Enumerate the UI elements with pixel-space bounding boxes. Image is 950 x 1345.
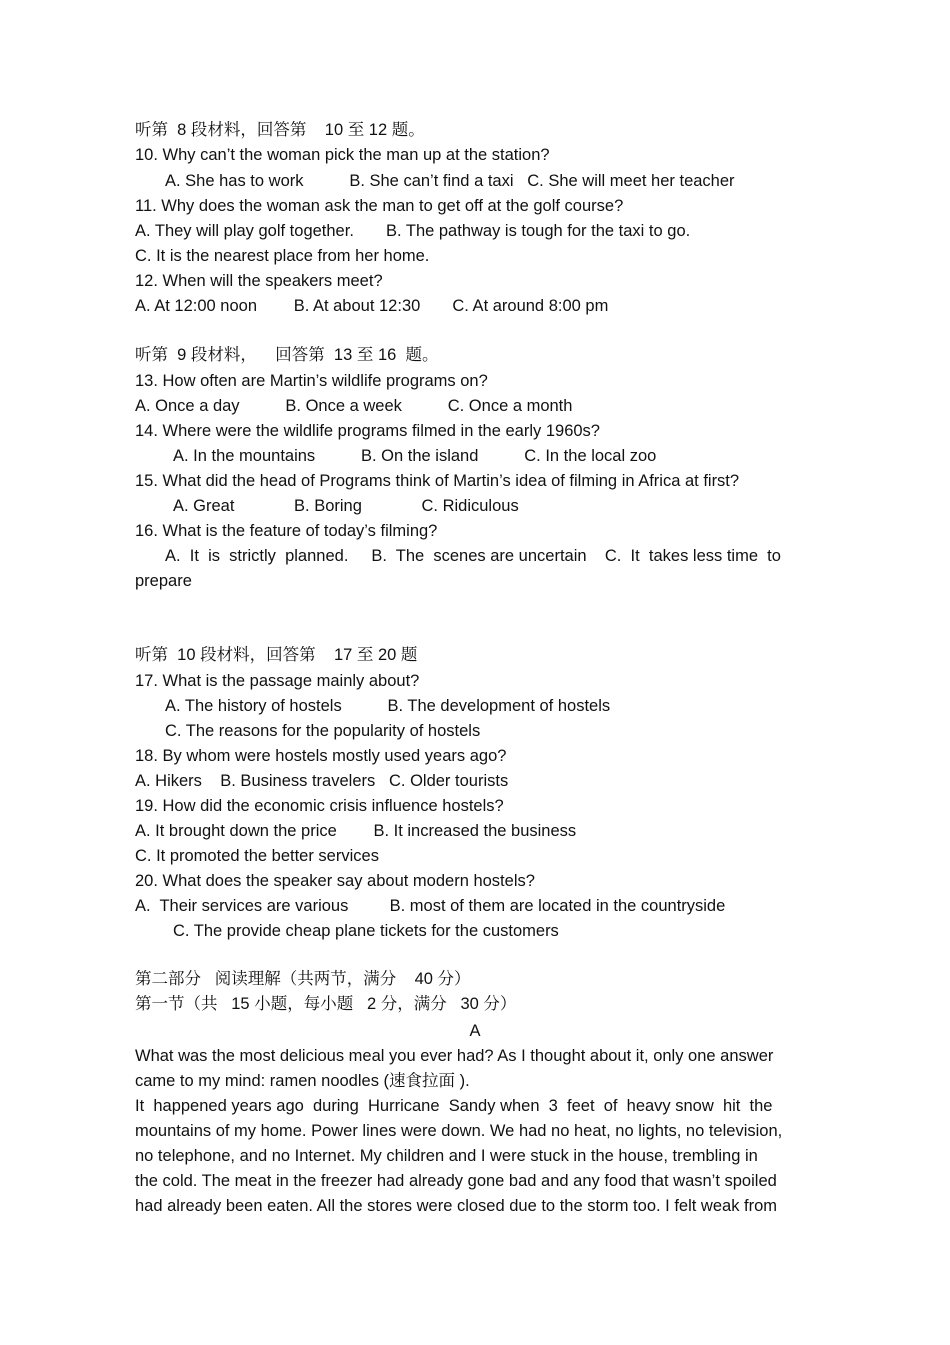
question-13: 13. How often are Martin’s wildlife programs on? [135, 372, 488, 390]
passage-line: had already been eaten. All the stores were closed due to the storm too. I felt weak from [135, 1197, 778, 1215]
part-two-heading: 第二部分 阅读理解（共两节，满分 40 分） [135, 970, 471, 988]
passage-line: no telephone, and no Internet. My children and I were stuck in the house, trembling in [135, 1147, 758, 1165]
question-12: 12. When will the speakers meet? [135, 272, 383, 290]
question-11: 11. Why does the woman ask the man to get off at the golf course? [135, 197, 624, 215]
passage-line: mountains of my home. Power lines were down. We had no heat, no lights, no television, [135, 1122, 783, 1140]
question-15: 15. What did the head of Programs think of Martin’s idea of filming in Africa at first? [135, 472, 740, 490]
question-19-option-c: C. It promoted the better services [135, 847, 379, 865]
passage-line: It happened years ago during Hurricane Sandy when 3 feet of heavy snow hit the [135, 1097, 773, 1115]
section-heading-8: 听第 8 段材料，回答第 10 至 12 题。 [135, 121, 425, 139]
section-one-heading: 第一节（共 15 小题，每小题 2 分，满分 30 分） [135, 995, 517, 1013]
question-11-option-c: C. It is the nearest place from her home. [135, 247, 430, 265]
passage-line: What was the most delicious meal you ever had? As I thought about it, only one answer [135, 1047, 774, 1065]
question-15-options: A. Great B. Boring C. Ridiculous [173, 497, 519, 515]
question-16: 16. What is the feature of today’s filming? [135, 522, 438, 540]
question-20: 20. What does the speaker say about modern hostels? [135, 872, 535, 890]
section-heading-9: 听第 9 段材料， 回答第 13 至 16 题。 [135, 346, 439, 364]
passage-label: A [469, 1022, 481, 1040]
section-heading-10: 听第 10 段材料，回答第 17 至 20 题 [135, 646, 418, 664]
question-11-options-ab: A. They will play golf together. B. The pathway is tough for the taxi to go. [135, 222, 691, 240]
question-10: 10. Why can’t the woman pick the man up at the station? [135, 146, 550, 164]
question-17-options-ab: A. The history of hostels B. The development of hostels [165, 697, 611, 715]
question-13-options: A. Once a day B. Once a week C. Once a month [135, 397, 573, 415]
question-18-options: A. Hikers B. Business travelers C. Older tourists [135, 772, 509, 790]
question-20-options-ab: A. Their services are various B. most of them are located in the countryside [135, 897, 726, 915]
passage-line: came to my mind: ramen noodles (速食拉面 ). [135, 1072, 470, 1090]
question-16-options: A. It is strictly planned. B. The scenes are uncertain C. It takes less time to [165, 547, 781, 565]
question-10-options: A. She has to work B. She can’t find a taxi C. She will meet her teacher [165, 172, 735, 190]
question-16-options-cont: prepare [135, 572, 192, 590]
question-20-option-c: C. The provide cheap plane tickets for the customers [173, 922, 559, 940]
question-14: 14. Where were the wildlife programs filmed in the early 1960s? [135, 422, 600, 440]
question-14-options: A. In the mountains B. On the island C. In the local zoo [173, 447, 657, 465]
question-17: 17. What is the passage mainly about? [135, 672, 420, 690]
question-19-options-ab: A. It brought down the price B. It increased the business [135, 822, 577, 840]
question-12-options: A. At 12:00 noon B. At about 12:30 C. At around 8:00 pm [135, 297, 609, 315]
question-18: 18. By whom were hostels mostly used years ago? [135, 747, 507, 765]
question-19: 19. How did the economic crisis influence hostels? [135, 797, 504, 815]
question-17-option-c: C. The reasons for the popularity of hostels [165, 722, 481, 740]
passage-line: the cold. The meat in the freezer had already gone bad and any food that wasn’t spoiled [135, 1172, 777, 1190]
